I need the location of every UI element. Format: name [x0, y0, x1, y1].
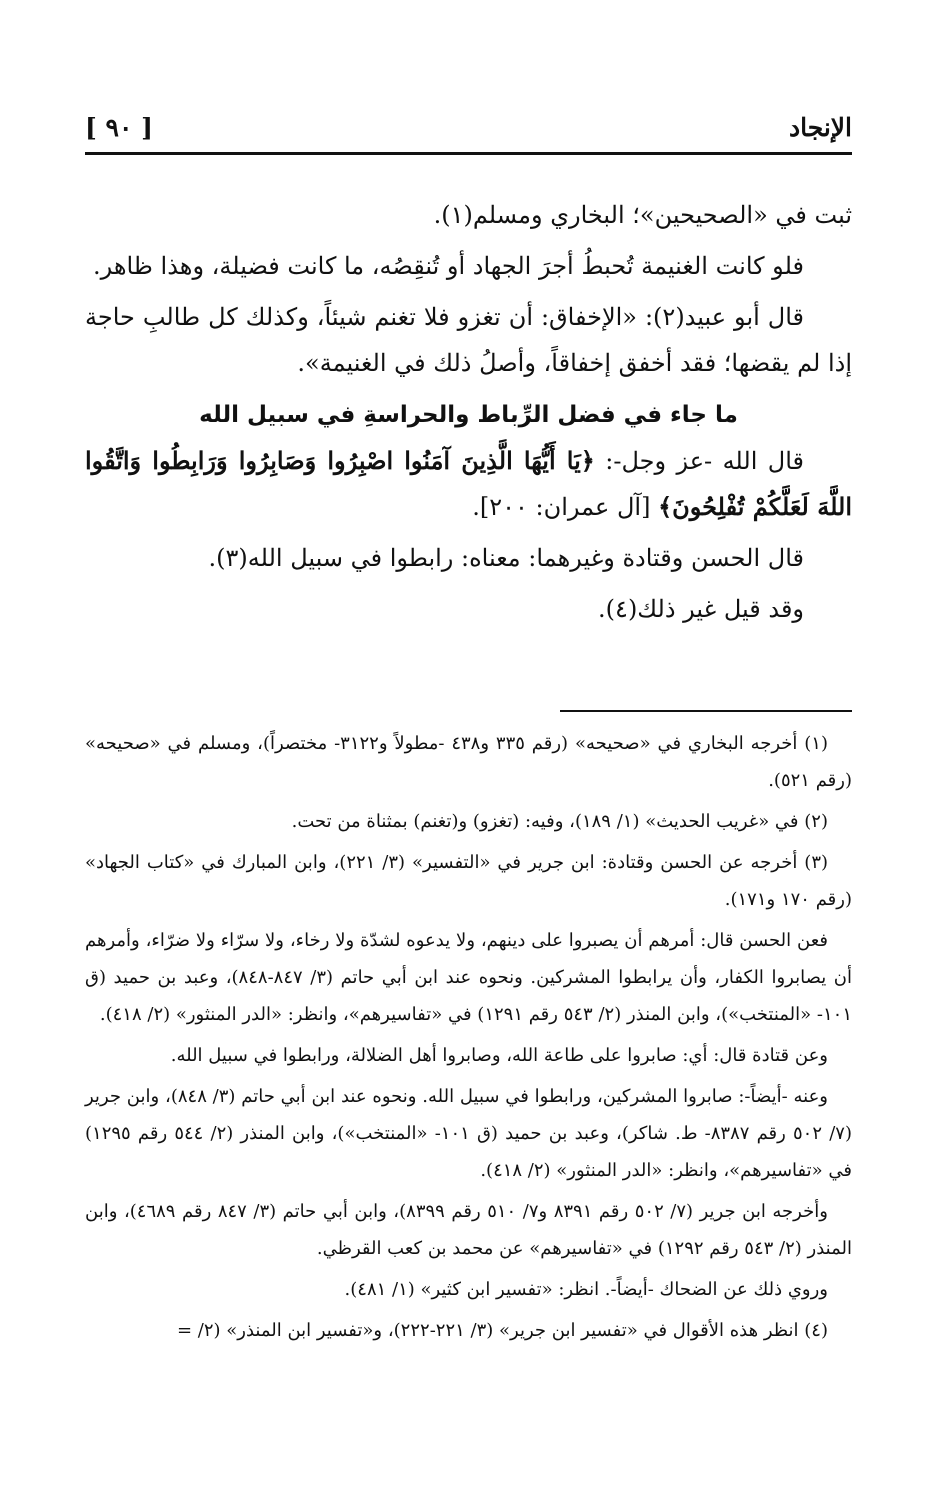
footnote-separator	[560, 710, 852, 712]
paragraph-quran	[85, 438, 852, 530]
paragraph-3: قال أبو عبيد(٢): «الإخفاق: أن تغزو فلا تغنم شيئاً، وكذلك كل طالبِ حاجة إذا لم يقضها؛ فقد أخفق إخفاقاً، وأصلُ ذلك في الغنيمة».	[85, 303, 852, 377]
page-header	[85, 113, 852, 153]
footnote-3-para-4: وعنه -أيضاً-: صابروا المشركين، ورابطوا في سبيل الله. ونحوه عند ابن أبي حاتم (٣/ ٨٤٨)، وابن جرير (٧/ ٥٠٢ رقم ٨٣٨٧- ط. شاكر)، وعبد بن حميد (ق ١٠١- «المنتخب»)، وابن المنذر (٢/ ٥٤٤ رقم ١٢٩٥) في «تفاسيرهم»، وانظر: «الدر المنثور» (٢/ ٤١٨).	[85, 1086, 852, 1181]
paragraph-2: فلو كانت الغنيمة تُحبطُ أجرَ الجهاد أو تُنقِصُه، ما كانت فضيلة، وهذا ظاهر.	[92, 252, 804, 280]
quran-verse: ﴿يَا أَيُّهَا الَّذِينَ آمَنُوا اصْبِرُوا وَصَابِرُوا وَرَابِطُوا وَاتَّقُوا اللَّهَ لَعَلَّكُمْ تُفْلِحُونَ﴾	[85, 446, 852, 521]
running-title: الإنجاد	[788, 113, 852, 142]
footnote-3-para-6: وروي ذلك عن الضحاك -أيضاً-. انظر: «تفسير ابن كثير» (١/ ٤٨١).	[344, 1279, 828, 1300]
footnotes	[85, 725, 852, 1353]
paragraph-5: قال الحسن وقتادة وغيرهما: معناه: رابطوا في سبيل الله(٣).	[208, 544, 804, 572]
paragraph-1: ثبت في «الصحيحين»؛ البخاري ومسلم(١).	[433, 201, 852, 229]
quran-intro: قال الله -عز وجل-:	[594, 447, 805, 475]
footnote-1: (١) أخرجه البخاري في «صحيحه» (رقم ٣٣٥ و٤٣٨ -مطولاً و٣١٢٢- مختصراً)، ومسلم في «صحيحه» (رقم ٥٢١).	[85, 733, 852, 791]
main-text	[85, 192, 852, 637]
page-number: [ ٩٠ ]	[85, 113, 153, 142]
footnote-4: (٤) انظر هذه الأقوال في «تفسير ابن جرير» (٣/ ٢٢١-٢٢٢)، و«تفسير ابن المنذر» (٢/ =	[176, 1320, 828, 1341]
header-rule	[85, 152, 852, 155]
footnote-3-para-5: وأخرجه ابن جرير (٧/ ٥٠٢ رقم ٨٣٩١ و٧/ ٥١٠ رقم ٨٣٩٩)، وابن أبي حاتم (٣/ ٨٤٧ رقم ٤٦٨٩)، وابن المنذر (٢/ ٥٤٣ رقم ١٢٩٢) في «تفاسيرهم» عن محمد بن كعب القرظي.	[85, 1201, 852, 1259]
section-heading: ما جاء في فضل الرِّباط والحراسةِ في سبيل الله	[199, 402, 738, 428]
footnote-3-para-3: وعن قتادة قال: أي: صابروا على طاعة الله، وصابروا أهل الضلالة، ورابطوا في سبيل الله.	[170, 1045, 828, 1066]
footnote-3: (٣) أخرجه عن الحسن وقتادة: ابن جرير في «التفسير» (٣/ ٢٢١)، وابن المبارك في «كتاب الجهاد» (رقم ١٧٠ و١٧١).	[85, 852, 852, 910]
paragraph-6: وقد قيل غير ذلك(٤).	[598, 595, 804, 623]
footnote-3-para-2: فعن الحسن قال: أمرهم أن يصبروا على دينهم، ولا يدعوه لشدّة ولا رخاء، ولا سرّاء ولا ضرّاء، وأمرهم أن يصابروا الكفار، وأن يرابطوا المشركين. ونحوه عند ابن أبي حاتم (٣/ ٨٤٧-٨٤٨)، وعبد بن حميد (ق ١٠١- «المنتخب»)، وابن المنذر (٢/ ٥٤٣ رقم ١٢٩١) في «تفاسيرهم»، وانظر: «الدر المنثور» (٢/ ٤١٨).	[85, 930, 852, 1025]
footnote-2: (٢) في «غريب الحديث» (١/ ١٨٩)، وفيه: (تغزو) و(تغنم) بمثناة من تحت.	[291, 811, 828, 832]
quran-reference: [آل عمران: ٢٠٠].	[472, 493, 659, 521]
